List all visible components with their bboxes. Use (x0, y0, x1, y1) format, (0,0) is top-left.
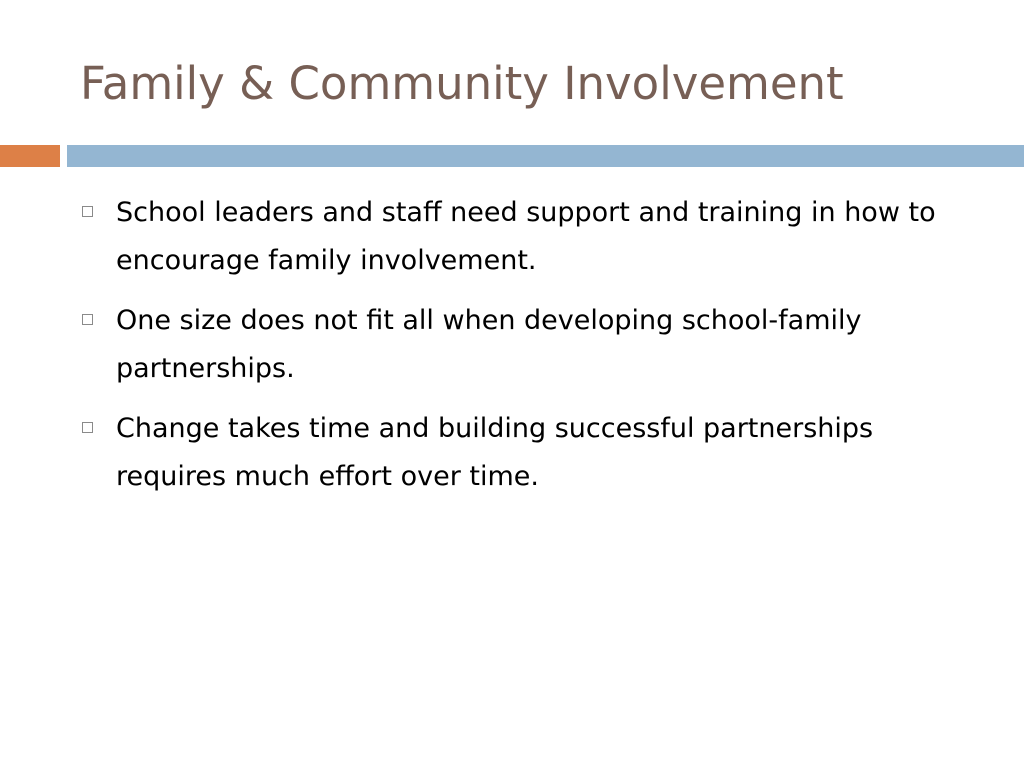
accent-bar-blue (67, 145, 1024, 167)
hollow-square-icon (82, 422, 93, 433)
slide-title: Family & Community Involvement (80, 57, 844, 110)
bullet-list (80, 189, 980, 513)
bullet-text: Change takes time and building successful partnerships requires much effort over time. (116, 413, 874, 492)
bullet-item (80, 297, 980, 393)
bullet-text: One size does not fit all when developing school-family partnerships. (116, 305, 862, 384)
bullet-text: School leaders and staff need support and training in how to encourage family involvement. (116, 197, 936, 276)
hollow-square-icon (82, 314, 93, 325)
bullet-item (80, 189, 980, 285)
hollow-square-icon (82, 206, 93, 217)
accent-bar-orange (0, 145, 60, 167)
bullet-item (80, 405, 980, 501)
